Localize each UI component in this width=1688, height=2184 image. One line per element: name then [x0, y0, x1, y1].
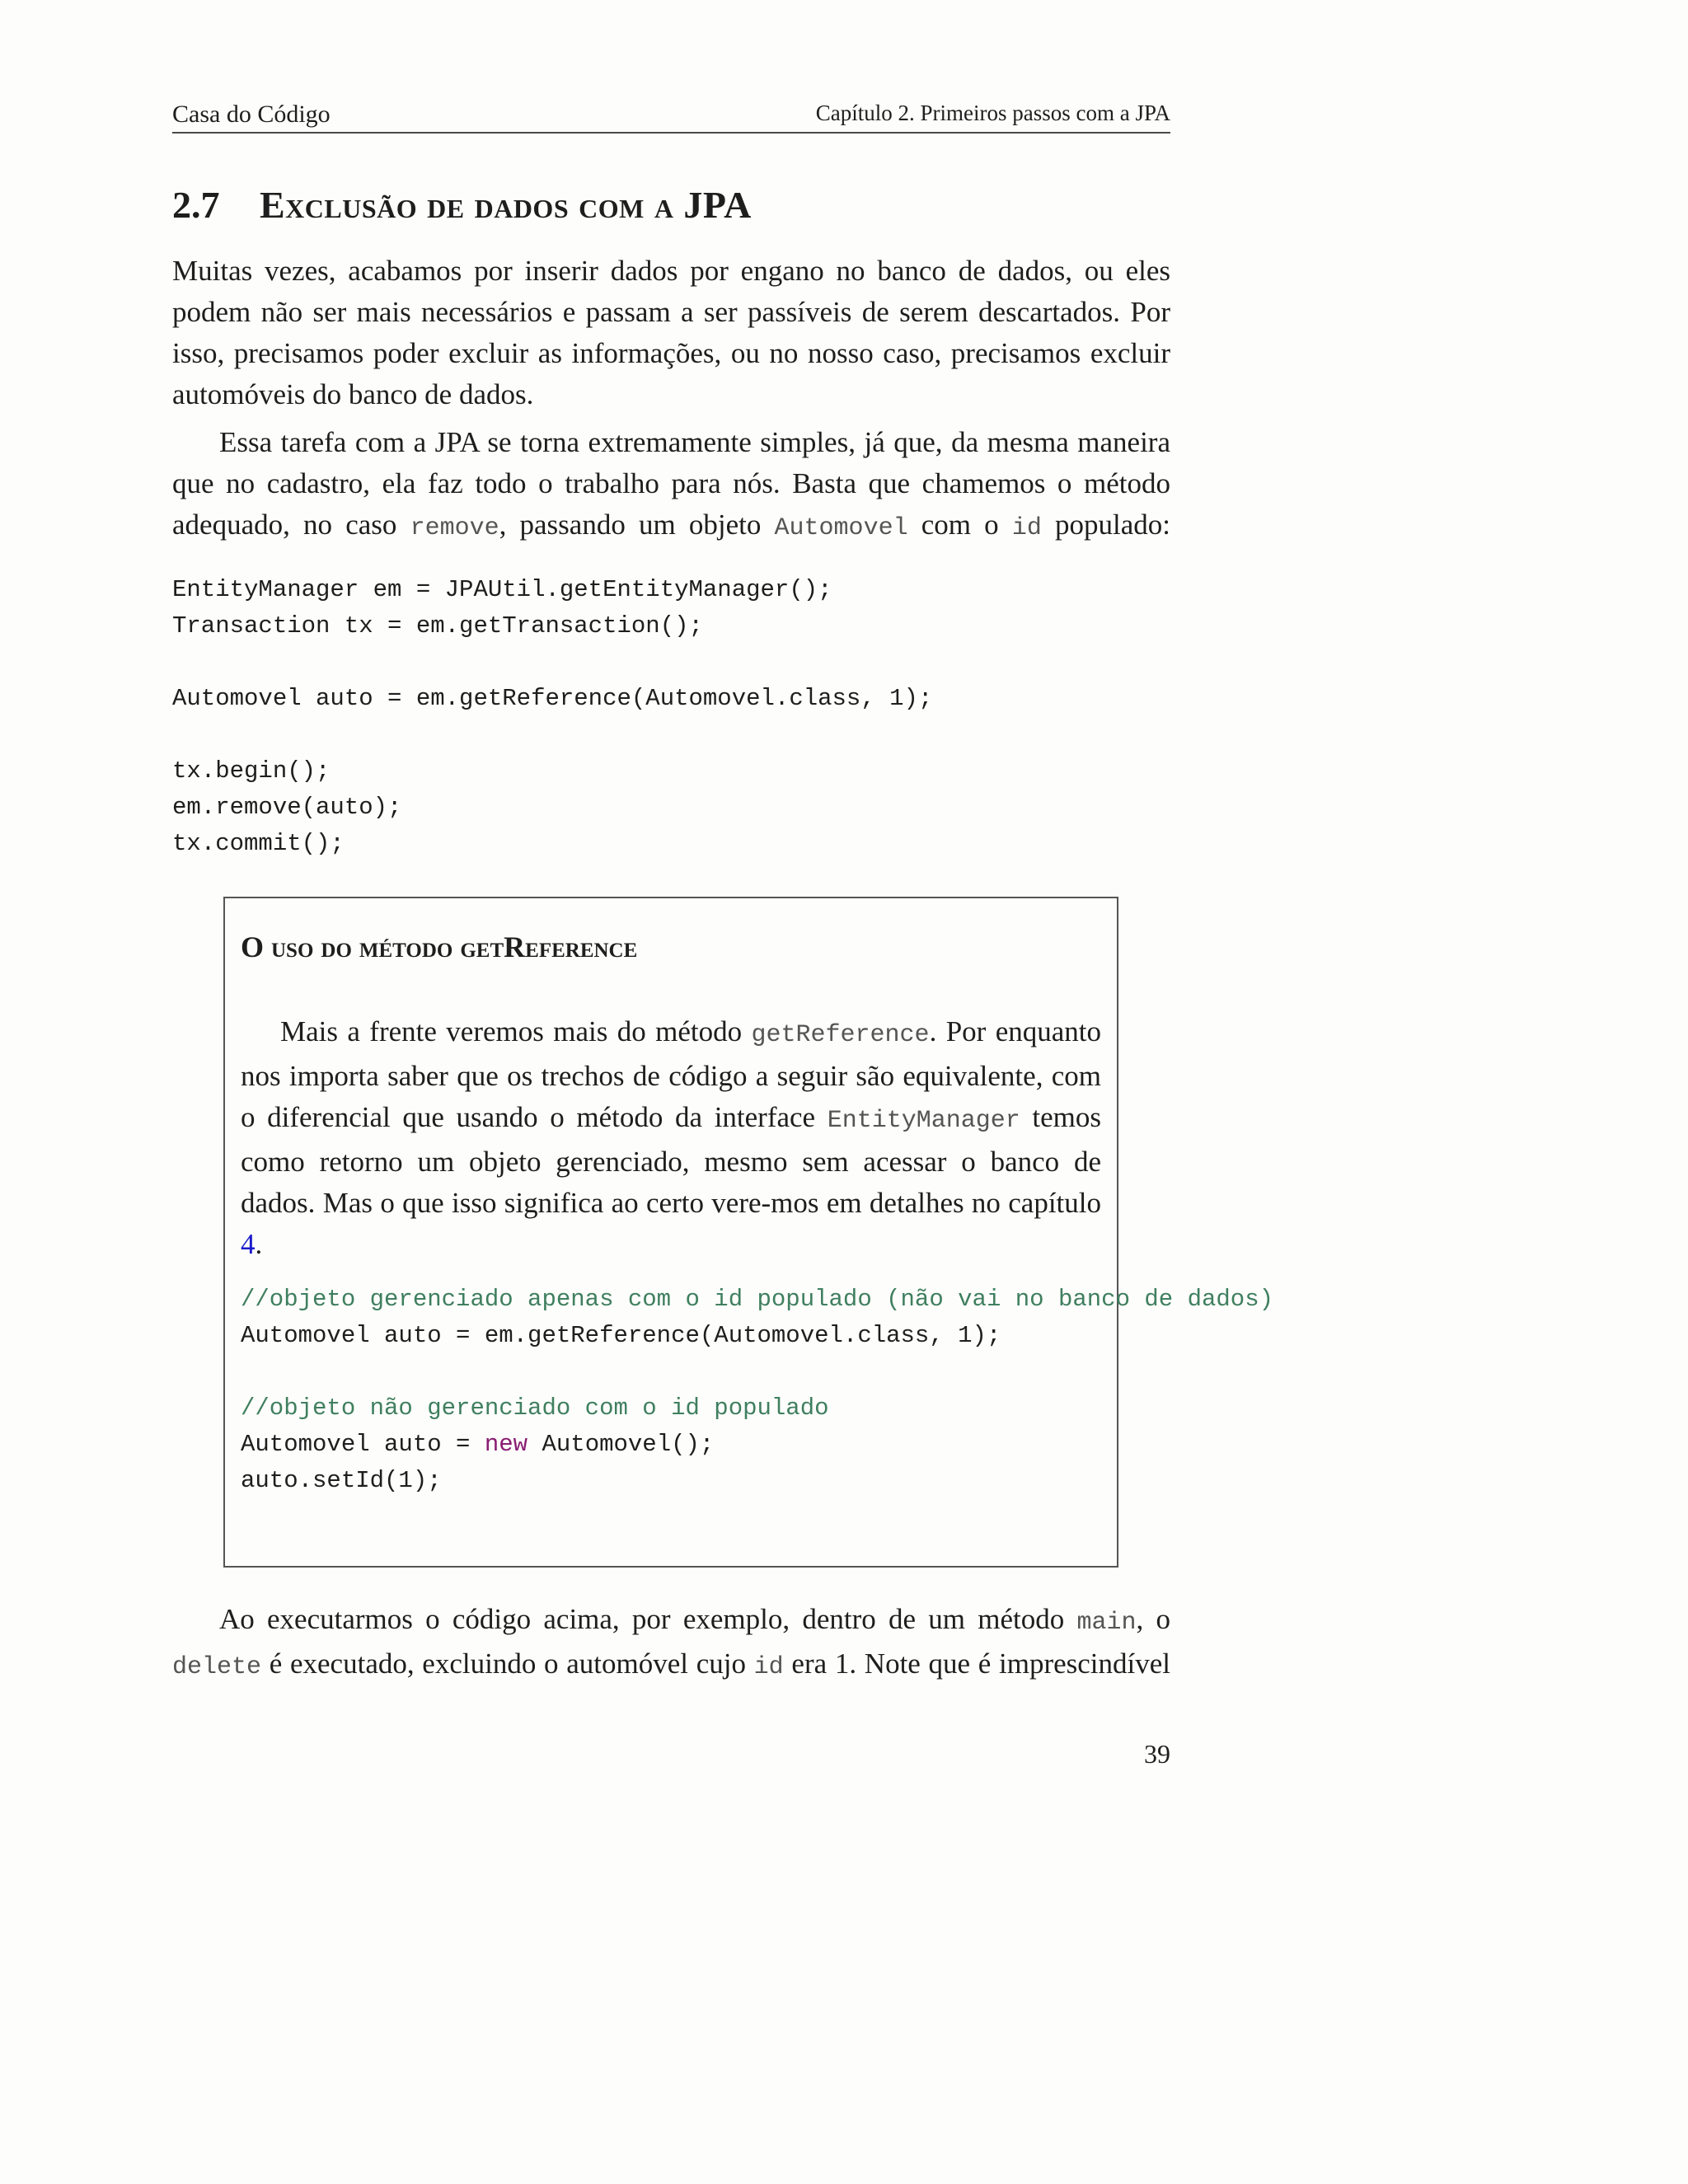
code-listing-remove: [172, 572, 932, 862]
code-line: em.remove(auto);: [172, 794, 402, 821]
text-line: [172, 1599, 1170, 1643]
code-line: tx.commit();: [172, 830, 345, 857]
text-fragment: Ao executarmos o código acima, por exemplo, dentro de um método: [219, 1603, 1065, 1635]
code-line: [241, 1431, 714, 1458]
text-line: Essa tarefa com a JPA se torna extremamente simples, já que, da mesma maneira: [219, 426, 1170, 458]
text-fragment: populado:: [1055, 509, 1171, 541]
text-line: isso, precisamos poder excluir as informações, ou no nosso caso, precisamos excluir: [172, 337, 1170, 369]
text-fragment: temos como retorno um objeto gerenciado, mesmo sem acessar o banco de dados. Mas o que isso significa ao certo vere-mos em detalhes no capítulo: [241, 1101, 1101, 1219]
inline-code: remove: [410, 514, 499, 542]
page-number: 39: [1144, 1739, 1170, 1769]
header-rule: [172, 132, 1170, 134]
sidebar-box-paragraph: [241, 1011, 1101, 1265]
text-fragment: Mais a frente veremos mais do método: [280, 1015, 743, 1047]
paragraph-remove-method: [172, 422, 1170, 549]
inline-code: id: [1011, 514, 1042, 542]
text-fragment: era 1. Note que é imprescindível: [791, 1647, 1171, 1680]
text-line: que no cadastro, ela faz todo o trabalho para nós. Basta que chamemos o método: [172, 467, 1170, 499]
code-line: Transaction tx = em.getTransaction();: [172, 612, 703, 640]
text-fragment: .: [255, 1228, 263, 1260]
code-keyword: new: [484, 1431, 528, 1458]
chapter-link[interactable]: 4: [241, 1228, 256, 1260]
inline-code: delete: [172, 1653, 262, 1681]
section-heading: [172, 183, 752, 227]
text-line: [172, 504, 1170, 549]
code-line: Automovel auto = em.getReference(Automovel.class, 1);: [172, 685, 933, 712]
sidebar-box-title: O uso do método getReference: [241, 930, 638, 963]
code-line: auto.setId(1);: [241, 1467, 442, 1494]
section-title: Exclusão de dados com a JPA: [260, 184, 752, 226]
text-fragment: é executado, excluindo o automóvel cujo: [269, 1647, 746, 1680]
inline-code: id: [753, 1653, 784, 1681]
code-line: Automovel auto = em.getReference(Automovel.class, 1);: [241, 1322, 1001, 1349]
running-header-book: Casa do Código: [172, 101, 331, 128]
inline-code: EntityManager: [827, 1107, 1020, 1135]
text-fragment: . Por enquanto nos importa saber que os trechos de código a seguir são equivalente, com o diferencial que usando o método da interface: [241, 1015, 1102, 1133]
running-header-chapter: Capítulo 2. Primeiros passos com a JPA: [815, 101, 1170, 125]
code-fragment: Automovel auto =: [241, 1431, 485, 1458]
code-fragment: Automovel();: [528, 1431, 715, 1458]
inline-code: getReference: [751, 1021, 930, 1049]
code-comment: //objeto gerenciado apenas com o id populado (não vai no banco de dados): [241, 1286, 1274, 1313]
text-fragment: , passando um objeto: [499, 509, 762, 541]
code-line: tx.begin();: [172, 757, 331, 785]
paragraph-intro: [172, 251, 1170, 415]
text-line: [172, 1643, 1170, 1688]
text-fragment: adequado, no caso: [172, 509, 397, 541]
text-line: podem não ser mais necessários e passam a ser passíveis de serem descartados. Por: [172, 296, 1170, 328]
text-fragment: , o: [1136, 1603, 1171, 1635]
code-comment: //objeto não gerenciado com o id populado: [241, 1394, 829, 1422]
text-line: Muitas vezes, acabamos por inserir dados por engano no banco de dados, ou eles: [172, 255, 1170, 287]
paragraph-execution: [172, 1599, 1170, 1688]
text-fragment: com o: [921, 509, 999, 541]
inline-code: main: [1076, 1609, 1137, 1637]
section-number: 2.7: [172, 184, 220, 226]
code-listing-getreference: [241, 1282, 1273, 1499]
inline-code: Automovel: [774, 514, 908, 542]
text-line: automóveis do banco de dados.: [172, 378, 534, 410]
code-line: EntityManager em = JPAUtil.getEntityManager();: [172, 576, 832, 603]
